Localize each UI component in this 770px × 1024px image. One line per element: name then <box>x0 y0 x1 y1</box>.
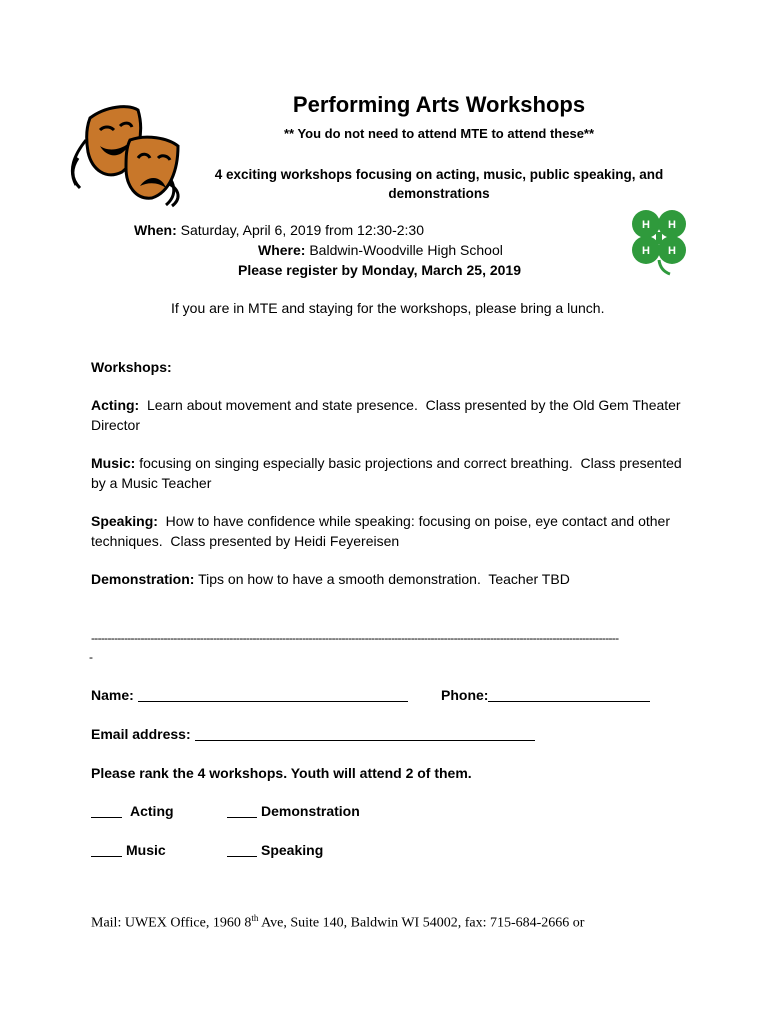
email-label: Email address: <box>91 726 195 742</box>
workshops-heading: Workshops: <box>91 359 172 375</box>
where-value: Baldwin-Woodville High School <box>305 242 503 258</box>
workshop-speaking <box>91 512 687 551</box>
lunch-note: If you are in MTE and staying for the workshops, please bring a lunch. <box>171 300 605 316</box>
intro-text: 4 exciting workshops focusing on acting, music, public speaking, and demonstrations <box>214 167 664 201</box>
workshop-text: Learn about movement and state presence. Class presented by the Old Gem Theater Director <box>91 397 685 433</box>
page-title: Performing Arts Workshops <box>292 92 586 117</box>
email-field[interactable] <box>91 726 535 742</box>
rank-option-label: Acting <box>130 803 174 819</box>
phone-field[interactable] <box>441 687 650 703</box>
workshop-acting <box>91 396 687 435</box>
register-deadline: Please register by Monday, March 25, 2019 <box>238 262 521 278</box>
workshop-text: focusing on singing especially basic projections and correct breathing. Class presented by a Music Teacher <box>91 455 686 491</box>
mail-address <box>91 913 584 932</box>
svg-text:H: H <box>642 245 650 257</box>
workshop-label: Music: <box>91 455 136 471</box>
mail-text-rest: Ave, Suite 140, Baldwin WI 54002, fax: 715-684-2666 or <box>258 915 585 931</box>
workshop-demonstration <box>91 570 687 590</box>
name-field[interactable] <box>91 687 408 703</box>
rank-option-acting[interactable] <box>91 803 174 819</box>
mail-sup: th <box>251 913 259 923</box>
name-label: Name: <box>91 687 138 703</box>
rank-option-label: Demonstration <box>261 803 360 819</box>
rank-blank[interactable] <box>227 803 257 818</box>
workshop-music <box>91 454 687 493</box>
svg-text:H: H <box>668 245 676 257</box>
when-label: When: <box>134 222 177 238</box>
where-label: Where: <box>258 242 306 258</box>
svg-text:H: H <box>668 219 676 231</box>
cut-line-tail: - <box>89 650 93 664</box>
subtitle: ** You do not need to attend MTE to attend these** <box>283 126 595 141</box>
when-line <box>134 221 424 240</box>
rank-option-label: Music <box>126 842 166 858</box>
rank-blank[interactable] <box>91 842 122 857</box>
mail-text: Mail: UWEX Office, 1960 8 <box>91 915 252 931</box>
rank-blank[interactable] <box>91 803 122 818</box>
rank-option-music[interactable] <box>91 842 166 858</box>
rank-option-label: Speaking <box>261 842 324 858</box>
workshop-label: Demonstration: <box>91 571 195 587</box>
svg-text:H: H <box>642 219 650 231</box>
name-blank[interactable] <box>138 687 408 702</box>
email-blank[interactable] <box>195 726 535 741</box>
phone-label: Phone: <box>441 687 489 703</box>
cut-line: ---------------------------------------------------------------------------------------------------------------------------------------------------------------- <box>91 631 619 645</box>
when-value: Saturday, April 6, 2019 from 12:30-2:30 <box>176 222 424 238</box>
phone-blank[interactable] <box>488 687 650 702</box>
where-line <box>258 241 503 260</box>
rank-option-speaking[interactable] <box>227 842 323 858</box>
workshop-text: How to have confidence while speaking: focusing on poise, eye contact and other techniques. Class presented by Heidi Feyereisen <box>91 513 674 549</box>
rank-option-demonstration[interactable] <box>227 803 360 819</box>
rank-instruction: Please rank the 4 workshops. Youth will attend 2 of them. <box>91 765 472 781</box>
workshop-label: Acting: <box>91 397 140 413</box>
4h-clover-icon <box>626 206 692 276</box>
workshop-label: Speaking: <box>91 513 158 529</box>
rank-blank[interactable] <box>227 842 257 857</box>
workshop-text: Tips on how to have a smooth demonstration. Teacher TBD <box>194 571 570 587</box>
